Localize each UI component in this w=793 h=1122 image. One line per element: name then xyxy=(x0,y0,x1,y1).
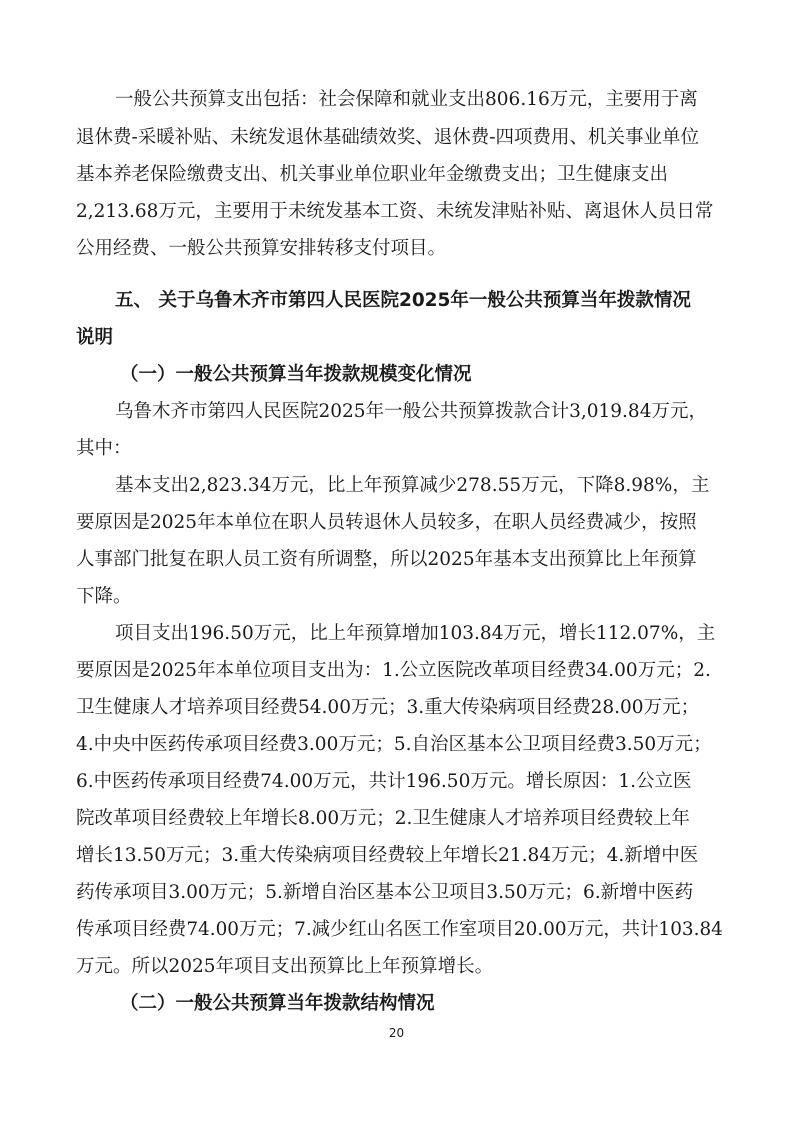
paragraph-line: 增长13.50万元；3.重大传染病项目经费较上年增长21.84万元；4.新增中医 xyxy=(76,845,699,866)
paragraph-line: 要原因是2025年本单位项目支出为：1.公立医院改革项目经费34.00万元；2. xyxy=(76,660,711,681)
paragraph-line: 人事部门批复在职人员工资有所调整，所以2025年基本支出预算比上年预算 xyxy=(76,549,697,570)
paragraph-line: 卫生健康人才培养项目经费54.00万元；3.重大传染病项目经费28.00万元； xyxy=(76,697,700,718)
paragraph-line: 公用经费、一般公共预算安排转移支付项目。 xyxy=(76,238,447,259)
subsection-heading: （二）一般公共预算当年拨款结构情况 xyxy=(120,993,435,1014)
paragraph-line: 万元。所以2025年项目支出预算比上年预算增长。 xyxy=(76,956,494,977)
paragraph-line: 传承项目经费74.00万元；7.减少红山名医工作室项目20.00万元，共计103.84 xyxy=(76,919,723,940)
paragraph-line: 退休费-采暖补贴、未统发退休基础绩效奖、退休费-四项费用、机关事业单位 xyxy=(76,127,700,148)
paragraph-line: 2,213.68万元，主要用于未统发基本工资、未统发津贴补贴、离退休人员日常 xyxy=(76,201,714,222)
subsection-heading: （一）一般公共预算当年拨款规模变化情况 xyxy=(120,364,472,385)
paragraph-line: 院改革项目经费较上年增长8.00万元；2.卫生健康人才培养项目经费较上年 xyxy=(76,808,690,829)
page-number: 20 xyxy=(388,1026,405,1040)
section-heading-continued: 说明 xyxy=(76,327,114,348)
paragraph-line: 要原因是2025年本单位在职人员转退休人员较多，在职人员经费减少，按照 xyxy=(76,512,697,533)
paragraph-line: 下降。 xyxy=(76,586,132,607)
paragraph-line: 一般公共预算支出包括：社会保障和就业支出806.16万元，主要用于离 xyxy=(115,89,698,110)
paragraph-line: 基本支出2,823.34万元，比上年预算减少278.55万元，下降8.98%，主 xyxy=(115,475,710,496)
paragraph-line: 项目支出196.50万元，比上年预算增加103.84万元，增长112.07%，主 xyxy=(115,623,716,644)
paragraph-line: 乌鲁木齐市第四人民医院2025年一般公共预算拨款合计3,019.84万元， xyxy=(115,401,707,422)
paragraph-line: 6.中医药传承项目经费74.00万元，共计196.50万元。增长原因：1.公立医 xyxy=(76,771,692,792)
paragraph-line: 药传承项目3.00万元；5.新增自治区基本公卫项目3.50万元；6.新增中医药 xyxy=(76,882,694,903)
paragraph-line: 4.中央中医药传承项目经费3.00万元；5.自治区基本公卫项目经费3.50万元； xyxy=(76,734,712,755)
section-heading: 五、 关于乌鲁木齐市第四人民医院2025年一般公共预算当年拨款情况 xyxy=(115,290,691,311)
paragraph-line: 其中： xyxy=(76,438,132,459)
paragraph-line: 基本养老保险缴费支出、机关事业单位职业年金缴费支出；卫生健康支出 xyxy=(76,164,669,185)
